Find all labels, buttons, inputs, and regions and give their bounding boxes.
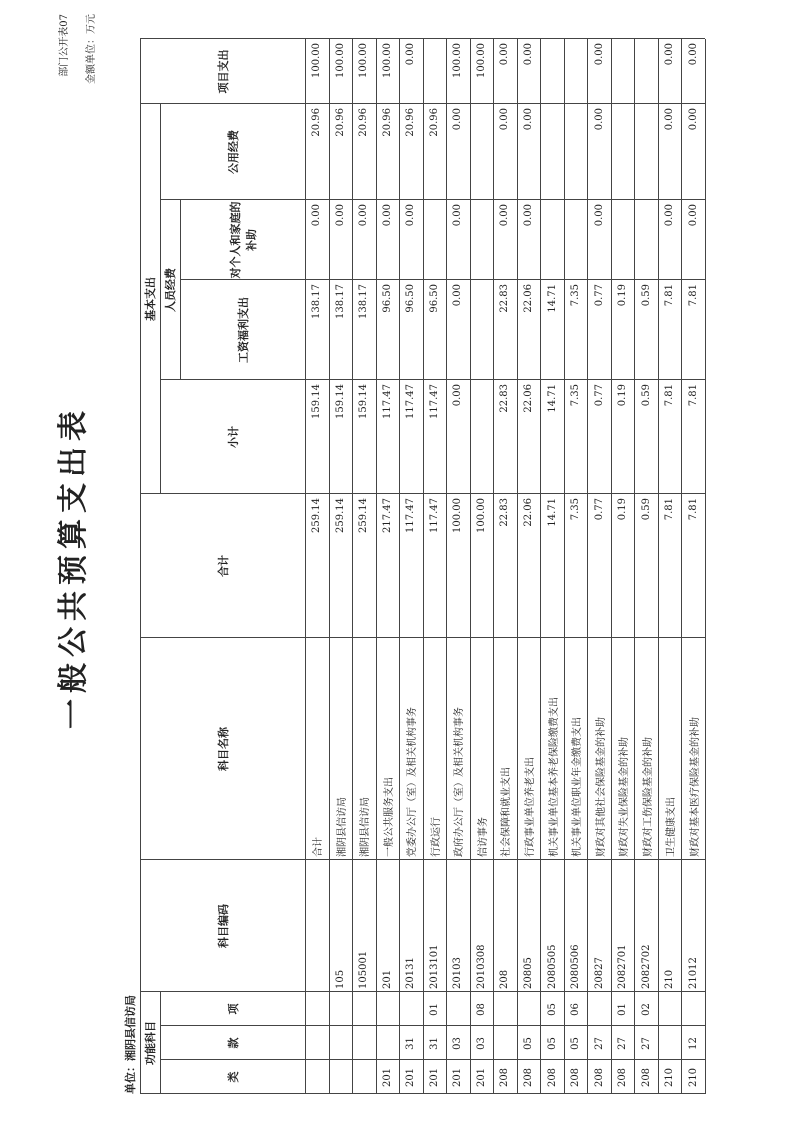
cell-lei: 210 xyxy=(664,1067,676,1088)
cell-subtotal: 0.00 xyxy=(452,384,464,407)
cell-xiang: 01 xyxy=(428,1003,440,1016)
cell-wages: 138.17 xyxy=(311,284,323,319)
cell-name: 合计 xyxy=(313,837,325,857)
cell-public: 20.96 xyxy=(405,108,417,137)
cell-xiang: 08 xyxy=(475,1003,487,1016)
cell-kuan xyxy=(329,1030,353,1057)
cell-subsidy: 0.00 xyxy=(334,204,346,227)
cell-wages: 0.19 xyxy=(617,284,629,307)
cell-code: 2082702 xyxy=(640,944,652,989)
cell-lei: 201 xyxy=(405,1067,417,1088)
cell-lei xyxy=(329,1064,353,1091)
cell-project xyxy=(611,43,635,101)
cell-subsidy: 0.00 xyxy=(499,204,511,227)
cell-xiang: 02 xyxy=(640,1003,652,1016)
cell-name: 信访事务 xyxy=(477,817,489,857)
cell-xiang xyxy=(352,996,376,1023)
cell-subtotal xyxy=(470,384,494,491)
cell-public xyxy=(540,108,564,197)
cell-kuan xyxy=(658,1030,682,1057)
cell-xiang xyxy=(517,996,541,1023)
cell-project: 100.00 xyxy=(311,43,323,78)
cell-code: 2010308 xyxy=(475,944,487,989)
cell-code: 2082701 xyxy=(617,944,629,989)
cell-name: 党委办公厅（室）及相关机构事务 xyxy=(407,707,419,857)
cell-subtotal: 117.47 xyxy=(381,384,393,419)
cell-name: 一般公共服务支出 xyxy=(383,777,395,857)
cell-total: 117.47 xyxy=(428,498,440,533)
cell-project xyxy=(564,43,588,101)
cell-name: 社会保障和就业支出 xyxy=(501,767,513,857)
cell-name: 卫生健康支出 xyxy=(666,797,678,857)
cell-subtotal: 117.47 xyxy=(428,384,440,419)
cell-subsidy: 0.00 xyxy=(452,204,464,227)
header-personnel: 人员经费 xyxy=(164,268,177,312)
cell-subtotal: 7.81 xyxy=(687,384,699,407)
cell-wages: 138.17 xyxy=(334,284,346,319)
cell-public: 20.96 xyxy=(358,108,370,137)
grid-line-v xyxy=(140,493,705,494)
header-kuan: 款 xyxy=(226,1037,240,1049)
cell-subtotal: 117.47 xyxy=(405,384,417,419)
cell-project xyxy=(423,43,447,101)
cell-xiang xyxy=(681,996,705,1023)
cell-name: 财政对失业保险基金的补助 xyxy=(619,737,631,857)
cell-total: 22.83 xyxy=(499,498,511,527)
cell-wages: 0.77 xyxy=(593,284,605,307)
cell-subtotal: 0.19 xyxy=(617,384,629,407)
cell-code: 20131 xyxy=(405,957,417,989)
cell-total: 14.71 xyxy=(546,498,558,527)
cell-subtotal: 22.06 xyxy=(523,384,534,413)
cell-lei xyxy=(305,1064,329,1091)
cell-subsidy: 0.00 xyxy=(664,204,676,227)
cell-public: 0.00 xyxy=(687,108,699,131)
cell-wages: 22.06 xyxy=(523,284,534,313)
cell-kuan: 03 xyxy=(452,1037,464,1050)
cell-wages: 138.17 xyxy=(358,284,370,319)
cell-xiang: 01 xyxy=(617,1003,629,1016)
cell-project xyxy=(540,43,564,101)
header-func-subject: 功能科目 xyxy=(144,1021,157,1065)
cell-project: 0.00 xyxy=(523,43,534,66)
grid-line-v xyxy=(160,199,705,200)
cell-subsidy: 0.00 xyxy=(523,204,534,227)
cell-project: 0.00 xyxy=(405,43,417,66)
grid-line-v xyxy=(160,1059,705,1060)
cell-public: 20.96 xyxy=(381,108,393,137)
cell-code: 105001 xyxy=(358,950,370,989)
cell-total: 259.14 xyxy=(358,498,370,533)
cell-project: 100.00 xyxy=(334,43,346,78)
cell-lei: 208 xyxy=(570,1067,582,1088)
cell-subtotal: 22.83 xyxy=(499,384,511,413)
cell-name: 机关事业单位职业年金缴费支出 xyxy=(572,717,584,857)
cell-lei: 201 xyxy=(428,1067,440,1088)
cell-xiang xyxy=(305,996,329,1023)
header-basic: 基本支出 xyxy=(144,277,157,321)
header-project: 项目支出 xyxy=(216,49,230,94)
cell-total: 217.47 xyxy=(381,498,393,533)
cell-subsidy: 0.00 xyxy=(381,204,393,227)
cell-code: 2080506 xyxy=(570,944,582,989)
cell-wages: 96.50 xyxy=(405,284,417,313)
cell-lei: 208 xyxy=(499,1067,511,1088)
grid-line-h xyxy=(160,104,161,494)
cell-code: 20103 xyxy=(452,957,464,989)
cell-lei: 210 xyxy=(687,1067,699,1088)
grid-line-v xyxy=(140,637,705,638)
cell-subtotal: 7.35 xyxy=(570,384,582,407)
cell-kuan xyxy=(376,1030,400,1057)
cell-total: 0.59 xyxy=(640,498,652,521)
cell-total: 0.19 xyxy=(617,498,629,521)
cell-kuan: 31 xyxy=(428,1037,440,1050)
cell-wages: 96.50 xyxy=(381,284,393,313)
cell-xiang: 06 xyxy=(570,1003,582,1016)
cell-kuan: 27 xyxy=(617,1037,629,1050)
header-wages: 工资福利支出 xyxy=(236,297,250,363)
cell-total: 7.81 xyxy=(664,498,676,521)
grid-line-v xyxy=(160,379,705,380)
cell-project: 0.00 xyxy=(593,43,605,66)
cell-public: 20.96 xyxy=(334,108,346,137)
cell-subsidy: 0.00 xyxy=(405,204,417,227)
header-name: 科目名称 xyxy=(216,727,230,771)
cell-public: 20.96 xyxy=(428,108,440,137)
cell-subtotal: 159.14 xyxy=(311,384,323,419)
cell-total: 100.00 xyxy=(475,498,487,533)
cell-project: 100.00 xyxy=(452,43,464,78)
cell-kuan: 05 xyxy=(546,1037,558,1050)
cell-total: 259.14 xyxy=(334,498,346,533)
page-title: 一般公共预算支出表 xyxy=(56,405,91,729)
cell-public xyxy=(470,108,494,197)
grid-line-v xyxy=(140,991,705,992)
grid-line-v xyxy=(140,859,705,860)
cell-project: 0.00 xyxy=(664,43,676,66)
header-xiang: 项 xyxy=(226,1003,240,1015)
cell-xiang xyxy=(399,996,423,1023)
cell-subtotal: 159.14 xyxy=(358,384,370,419)
grid-line-v xyxy=(140,1093,705,1094)
cell-total: 0.77 xyxy=(593,498,605,521)
cell-lei: 208 xyxy=(617,1067,629,1088)
cell-kuan: 27 xyxy=(640,1037,652,1050)
cell-code: 20827 xyxy=(593,957,605,989)
cell-wages: 0.00 xyxy=(452,284,464,307)
header-public: 公用经费 xyxy=(226,130,240,174)
cell-xiang: 05 xyxy=(546,1003,558,1016)
cell-kuan: 27 xyxy=(593,1037,605,1050)
cell-code: 208 xyxy=(499,969,511,989)
cell-name: 行政运行 xyxy=(430,817,442,857)
grid-line-h xyxy=(180,200,181,380)
grid-line-v xyxy=(160,1025,705,1026)
cell-code: 2013101 xyxy=(428,944,440,989)
header-subsidy: 对个人和家庭的补助 xyxy=(228,201,258,279)
cell-code: 201 xyxy=(381,969,393,989)
cell-code: 210 xyxy=(664,969,676,989)
cell-kuan xyxy=(305,1030,329,1057)
cell-subsidy xyxy=(423,204,447,277)
cell-subsidy xyxy=(611,204,635,277)
cell-name: 机关事业单位基本养老保险缴费支出 xyxy=(548,697,560,857)
cell-wages: 22.83 xyxy=(499,284,511,313)
cell-total: 7.81 xyxy=(687,498,699,521)
cell-lei xyxy=(352,1064,376,1091)
cell-total: 7.35 xyxy=(570,498,582,521)
cell-subsidy: 0.00 xyxy=(311,204,323,227)
amount-unit-label: 金额单位：万元 xyxy=(86,14,97,84)
cell-public: 0.00 xyxy=(452,108,464,131)
cell-wages: 14.71 xyxy=(546,284,558,313)
cell-xiang xyxy=(329,996,353,1023)
cell-subsidy xyxy=(540,204,564,277)
cell-kuan: 05 xyxy=(570,1037,582,1050)
cell-subtotal: 14.71 xyxy=(546,384,558,413)
cell-lei: 208 xyxy=(640,1067,652,1088)
cell-subtotal: 7.81 xyxy=(664,384,676,407)
cell-total: 100.00 xyxy=(452,498,464,533)
cell-code: 2080505 xyxy=(546,944,558,989)
cell-lei: 208 xyxy=(593,1067,605,1088)
cell-total: 117.47 xyxy=(405,498,417,533)
cell-xiang xyxy=(493,996,517,1023)
grid-line-v xyxy=(140,38,705,39)
cell-lei: 201 xyxy=(452,1067,464,1088)
cell-kuan: 31 xyxy=(405,1037,417,1050)
cell-public: 0.00 xyxy=(523,108,534,131)
cell-lei: 208 xyxy=(546,1067,558,1088)
cell-kuan xyxy=(493,1030,517,1057)
cell-subsidy xyxy=(564,204,588,277)
cell-wages: 7.81 xyxy=(687,284,699,307)
cell-project: 100.00 xyxy=(358,43,370,78)
cell-lei: 201 xyxy=(381,1067,393,1088)
cell-subsidy xyxy=(634,204,658,277)
grid-line-h xyxy=(140,39,141,1094)
cell-project xyxy=(634,43,658,101)
cell-name: 财政对基本医疗保险基金的补助 xyxy=(689,717,701,857)
cell-code xyxy=(305,864,329,989)
cell-kuan: 12 xyxy=(687,1037,699,1050)
cell-total: 22.06 xyxy=(523,498,534,527)
grid-line-h xyxy=(705,39,706,1094)
header-lei: 类 xyxy=(226,1071,240,1083)
cell-subsidy: 0.00 xyxy=(593,204,605,227)
cell-subsidy xyxy=(470,204,494,277)
grid-line-h xyxy=(160,992,161,1094)
cell-project: 100.00 xyxy=(381,43,393,78)
cell-project: 0.00 xyxy=(687,43,699,66)
header-total: 合计 xyxy=(216,555,230,577)
grid-line-v xyxy=(180,279,705,280)
cell-lei: 208 xyxy=(523,1067,534,1088)
cell-public xyxy=(611,108,635,197)
cell-wages: 7.35 xyxy=(570,284,582,307)
cell-xiang xyxy=(376,996,400,1023)
cell-code: 21012 xyxy=(687,957,699,989)
cell-total: 259.14 xyxy=(311,498,323,533)
cell-code: 105 xyxy=(334,969,346,989)
header-code: 科目编码 xyxy=(216,904,230,948)
cell-public: 0.00 xyxy=(499,108,511,131)
cell-name: 财政对其他社会保险基金的补助 xyxy=(595,717,607,857)
unit-label: 单位：湘阴县信访局 xyxy=(124,995,137,1094)
cell-project: 0.00 xyxy=(499,43,511,66)
cell-name: 湘阴县信访局 xyxy=(360,797,372,857)
cell-subtotal: 0.59 xyxy=(640,384,652,407)
cell-xiang xyxy=(587,996,611,1023)
cell-kuan xyxy=(352,1030,376,1057)
cell-public: 0.00 xyxy=(664,108,676,131)
cell-subtotal: 0.77 xyxy=(593,384,605,407)
cell-lei: 201 xyxy=(475,1067,487,1088)
cell-public xyxy=(634,108,658,197)
cell-public: 20.96 xyxy=(311,108,323,137)
cell-name: 行政事业单位养老支出 xyxy=(525,757,536,857)
cell-wages: 7.81 xyxy=(664,284,676,307)
cell-subsidy: 0.00 xyxy=(687,204,699,227)
budget-table xyxy=(140,39,705,1094)
cell-wages xyxy=(470,284,494,377)
grid-line-v xyxy=(140,103,705,104)
cell-subtotal: 159.14 xyxy=(334,384,346,419)
cell-name: 湘阴县信访局 xyxy=(336,797,348,857)
cell-subsidy: 0.00 xyxy=(358,204,370,227)
header-subtotal: 小计 xyxy=(226,426,240,448)
cell-xiang xyxy=(658,996,682,1023)
cell-wages: 0.59 xyxy=(640,284,652,307)
cell-xiang xyxy=(446,996,470,1023)
cell-name: 政府办公厅（室）及相关机构事务 xyxy=(454,707,466,857)
cell-name: 财政对工伤保险基金的补助 xyxy=(642,737,654,857)
form-number: 部门公开表07 xyxy=(59,14,70,77)
cell-public xyxy=(564,108,588,197)
cell-public: 0.00 xyxy=(593,108,605,131)
cell-wages: 96.50 xyxy=(428,284,440,313)
cell-code: 20805 xyxy=(523,957,534,989)
cell-kuan: 03 xyxy=(475,1037,487,1050)
cell-project: 100.00 xyxy=(475,43,487,78)
cell-kuan: 05 xyxy=(523,1037,534,1050)
